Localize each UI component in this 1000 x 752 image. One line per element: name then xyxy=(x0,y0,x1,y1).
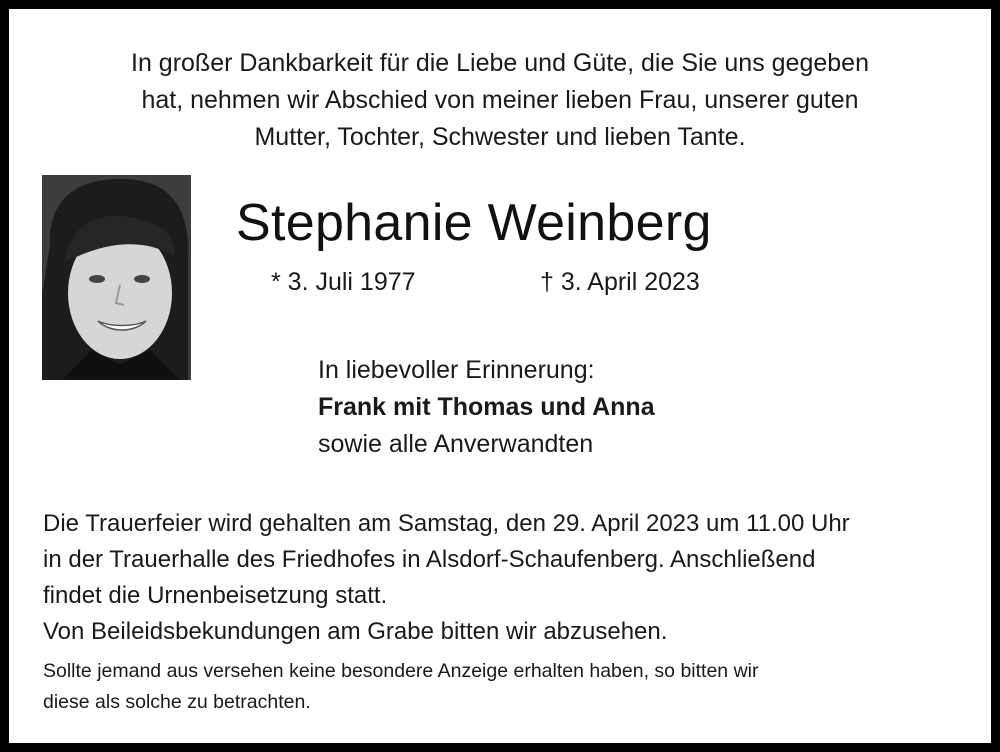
death-date: † 3. April 2023 xyxy=(540,268,700,296)
service-line: Von Beileidsbekundungen am Grabe bitten wir abzusehen. xyxy=(43,618,668,645)
note-line: Sollte jemand aus versehen keine besondere Anzeige erhalten haben, so bitten wir xyxy=(43,660,759,682)
family-names: Frank mit Thomas und Anna xyxy=(318,393,655,421)
intro-line: hat, nehmen wir Abschied von meiner lieben Frau, unserer guten xyxy=(141,86,859,114)
service-line: findet die Urnenbeisetzung statt. xyxy=(43,582,388,609)
deceased-name: Stephanie Weinberg xyxy=(236,194,712,252)
portrait-image xyxy=(42,175,191,380)
relatives-line: sowie alle Anverwandten xyxy=(318,430,594,458)
note-line: diese als solche zu betrachten. xyxy=(43,691,311,713)
intro-line: In großer Dankbarkeit für die Liebe und Güte, die Sie uns gegeben xyxy=(131,49,869,77)
service-info xyxy=(43,506,973,650)
intro-line: Mutter, Tochter, Schwester und lieben Tante. xyxy=(254,123,746,151)
birth-date: * 3. Juli 1977 xyxy=(271,268,416,296)
notice-remark xyxy=(43,656,973,718)
memory-block xyxy=(318,352,655,463)
portrait-photo xyxy=(42,175,191,380)
intro-text xyxy=(39,45,961,156)
service-line: in der Trauerhalle des Friedhofes in Alsdorf-Schaufenberg. Anschließend xyxy=(43,546,816,573)
service-line: Die Trauerfeier wird gehalten am Samstag, den 29. April 2023 um 11.00 Uhr xyxy=(43,510,850,537)
memory-heading: In liebevoller Erinnerung: xyxy=(318,356,595,384)
